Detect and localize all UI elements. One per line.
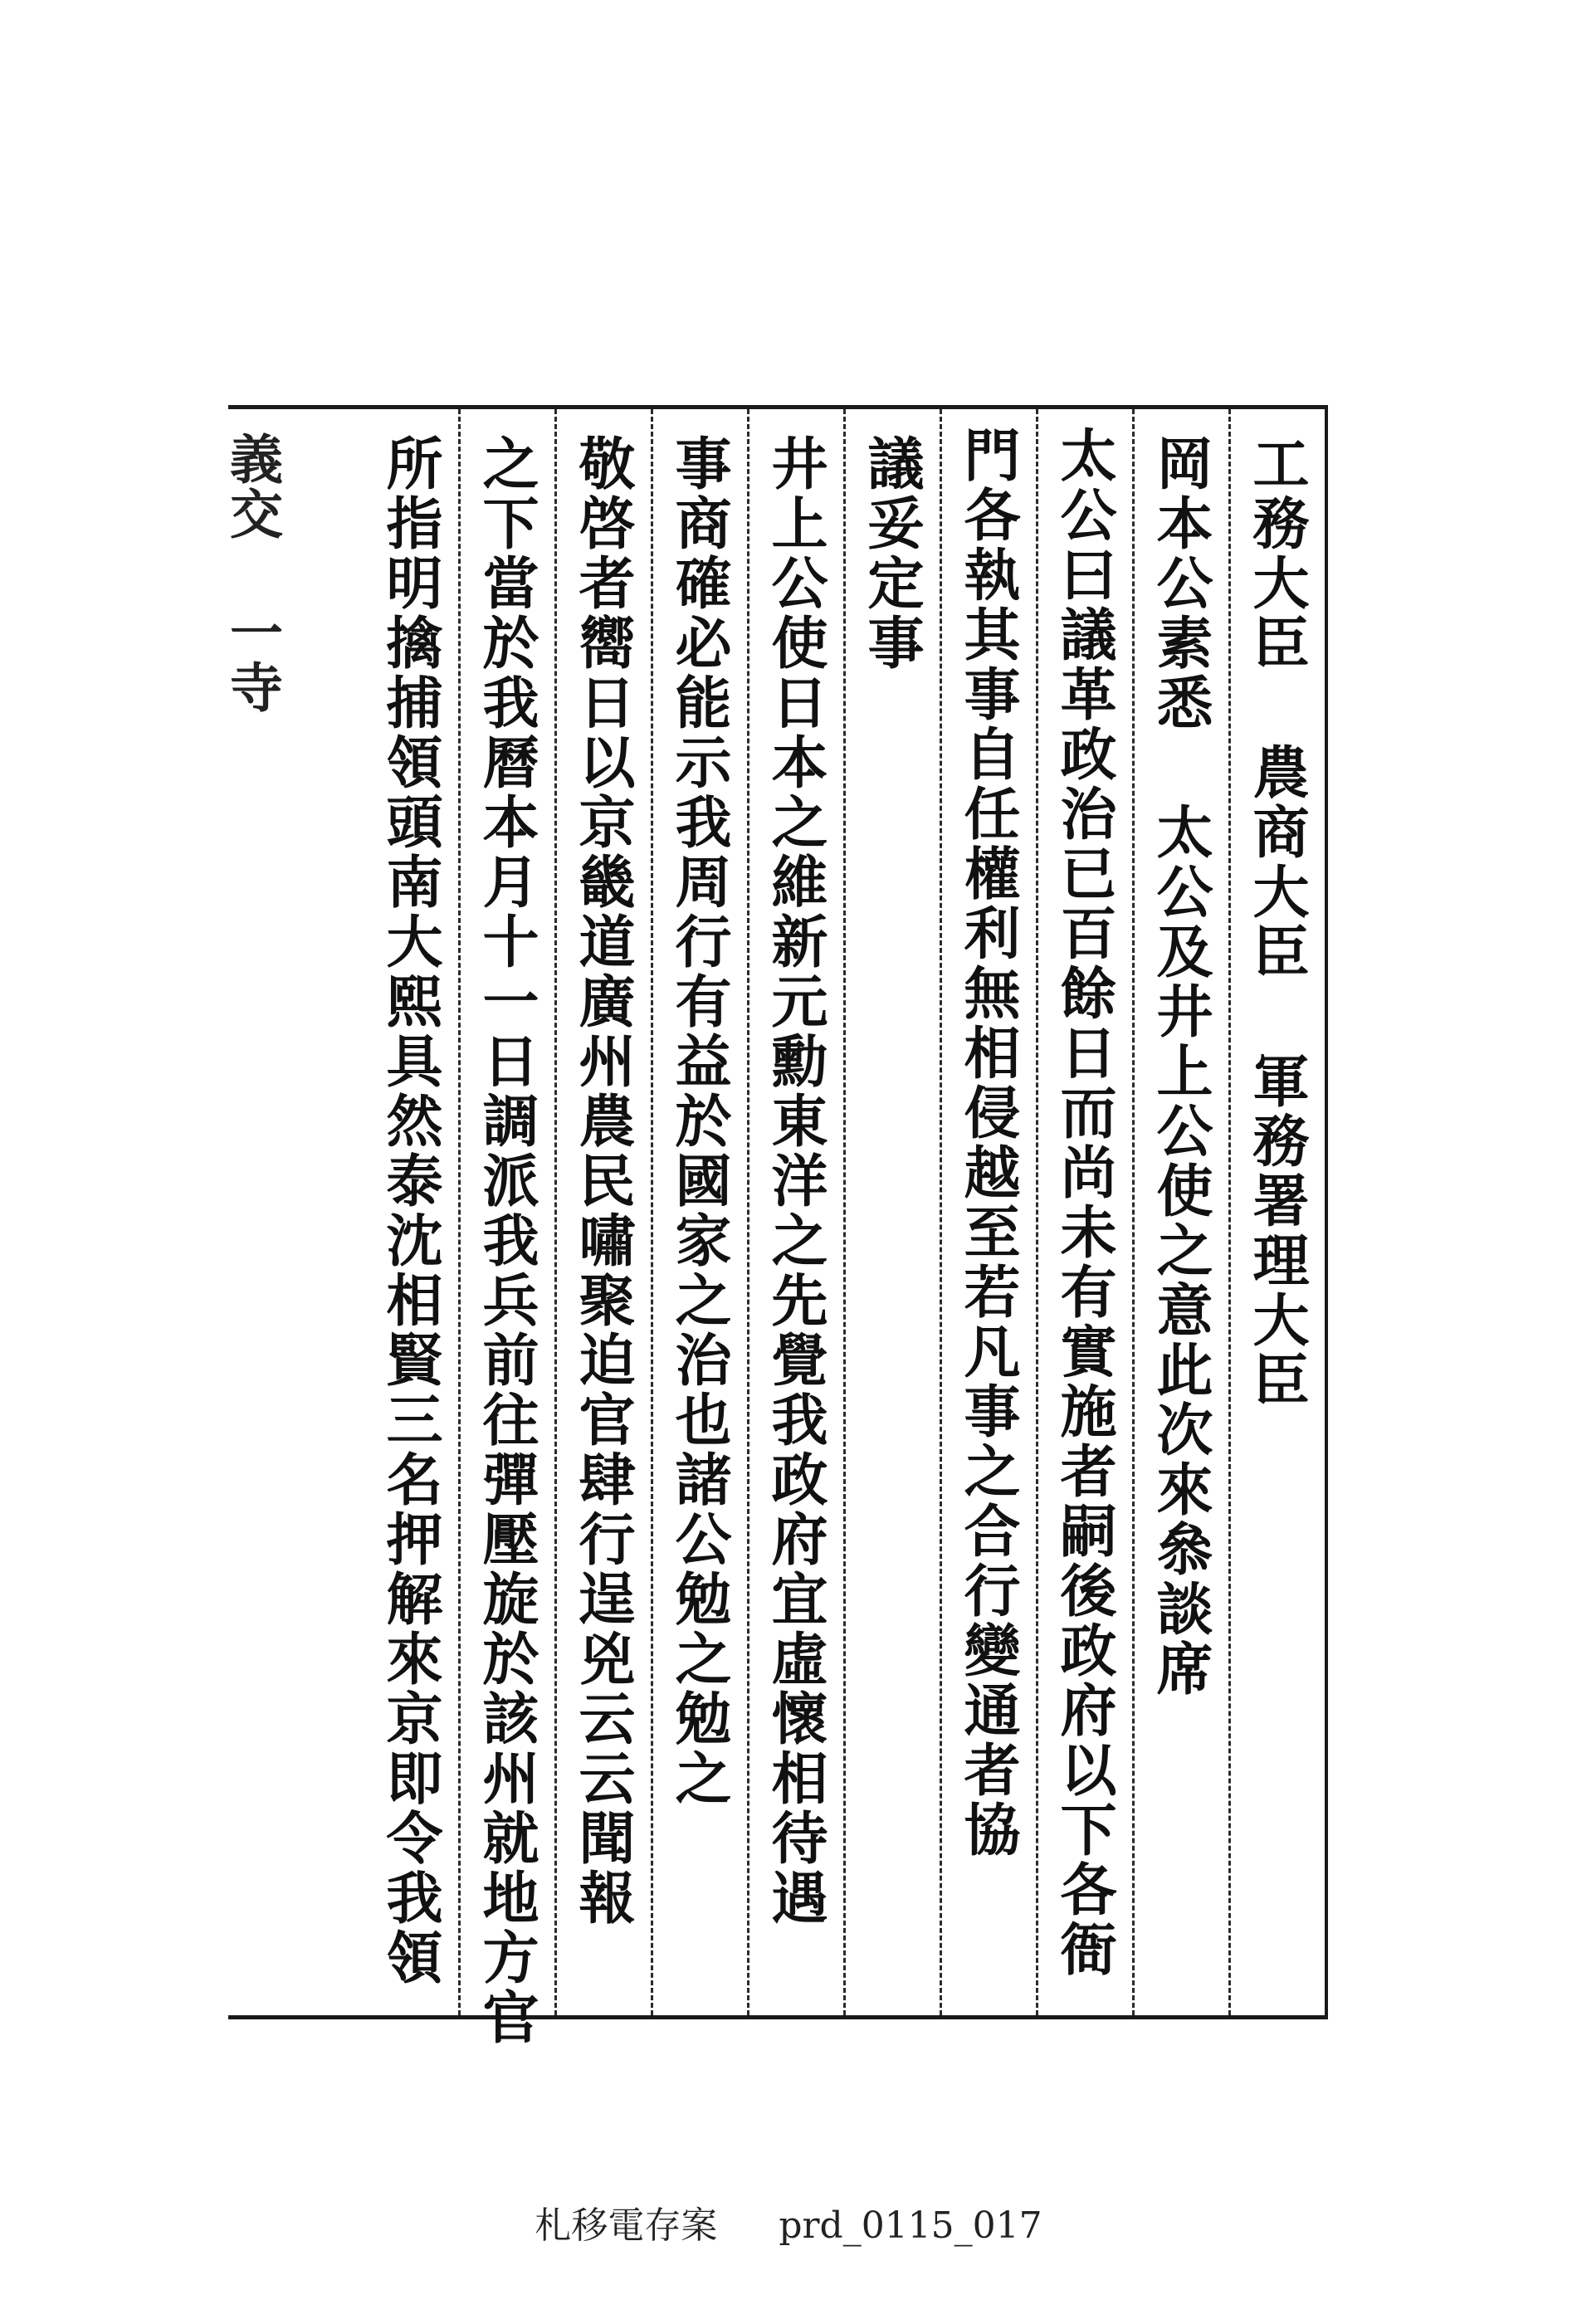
text-column-3	[1036, 409, 1132, 2015]
column-text: 岡本公素悉 太公及井上公使之意此次來叅談席	[1147, 434, 1213, 1699]
archive-title: 札移電存案	[535, 2204, 718, 2247]
text-column-10	[362, 409, 458, 2015]
text-block	[228, 405, 1328, 2048]
column-text: 之下當於我曆本月十一日調派我兵前往彈壓旋於該州就地方官	[473, 434, 540, 2048]
margin-note: 義交 一寺	[221, 432, 283, 715]
page-id: prd_0115_017	[779, 2204, 1042, 2247]
column-text: 工務大臣 農商大臣 軍務署理大臣	[1243, 434, 1310, 1410]
column-text: 議妥定事	[858, 434, 925, 673]
text-column-2	[1132, 409, 1228, 2015]
text-column-8	[554, 409, 651, 2015]
page-footer	[0, 2195, 1577, 2248]
column-text: 敬啓者嚮日以京畿道廣州農民嘯聚迫官肆行逞兇云云聞報	[569, 434, 636, 1928]
text-column-1	[1228, 409, 1325, 2015]
columns-container	[228, 409, 1325, 2048]
text-column-7	[651, 409, 747, 2015]
column-text: 門各執其事自任權利無相侵越至若凡事之合行變通者協	[954, 426, 1021, 1860]
column-text: 井上公使日本之維新元勳東洋之先覺我政府宜虛懷相待遇	[762, 434, 828, 1928]
text-column-9	[458, 409, 554, 2048]
text-column-4	[940, 409, 1036, 2015]
column-text: 太公曰議革政治已百餘日而尚未有實施者嗣後政府以下各衙	[1051, 426, 1117, 1980]
column-text: 所指明擒捕領頭南大熙具然泰沈相賢三名押解來京即令我領	[377, 434, 443, 1988]
text-column-5	[843, 409, 940, 2015]
column-text: 事商確必能示我周行有益於國家之治也諸公勉之勉之	[666, 434, 732, 1809]
text-column-6	[747, 409, 843, 2015]
